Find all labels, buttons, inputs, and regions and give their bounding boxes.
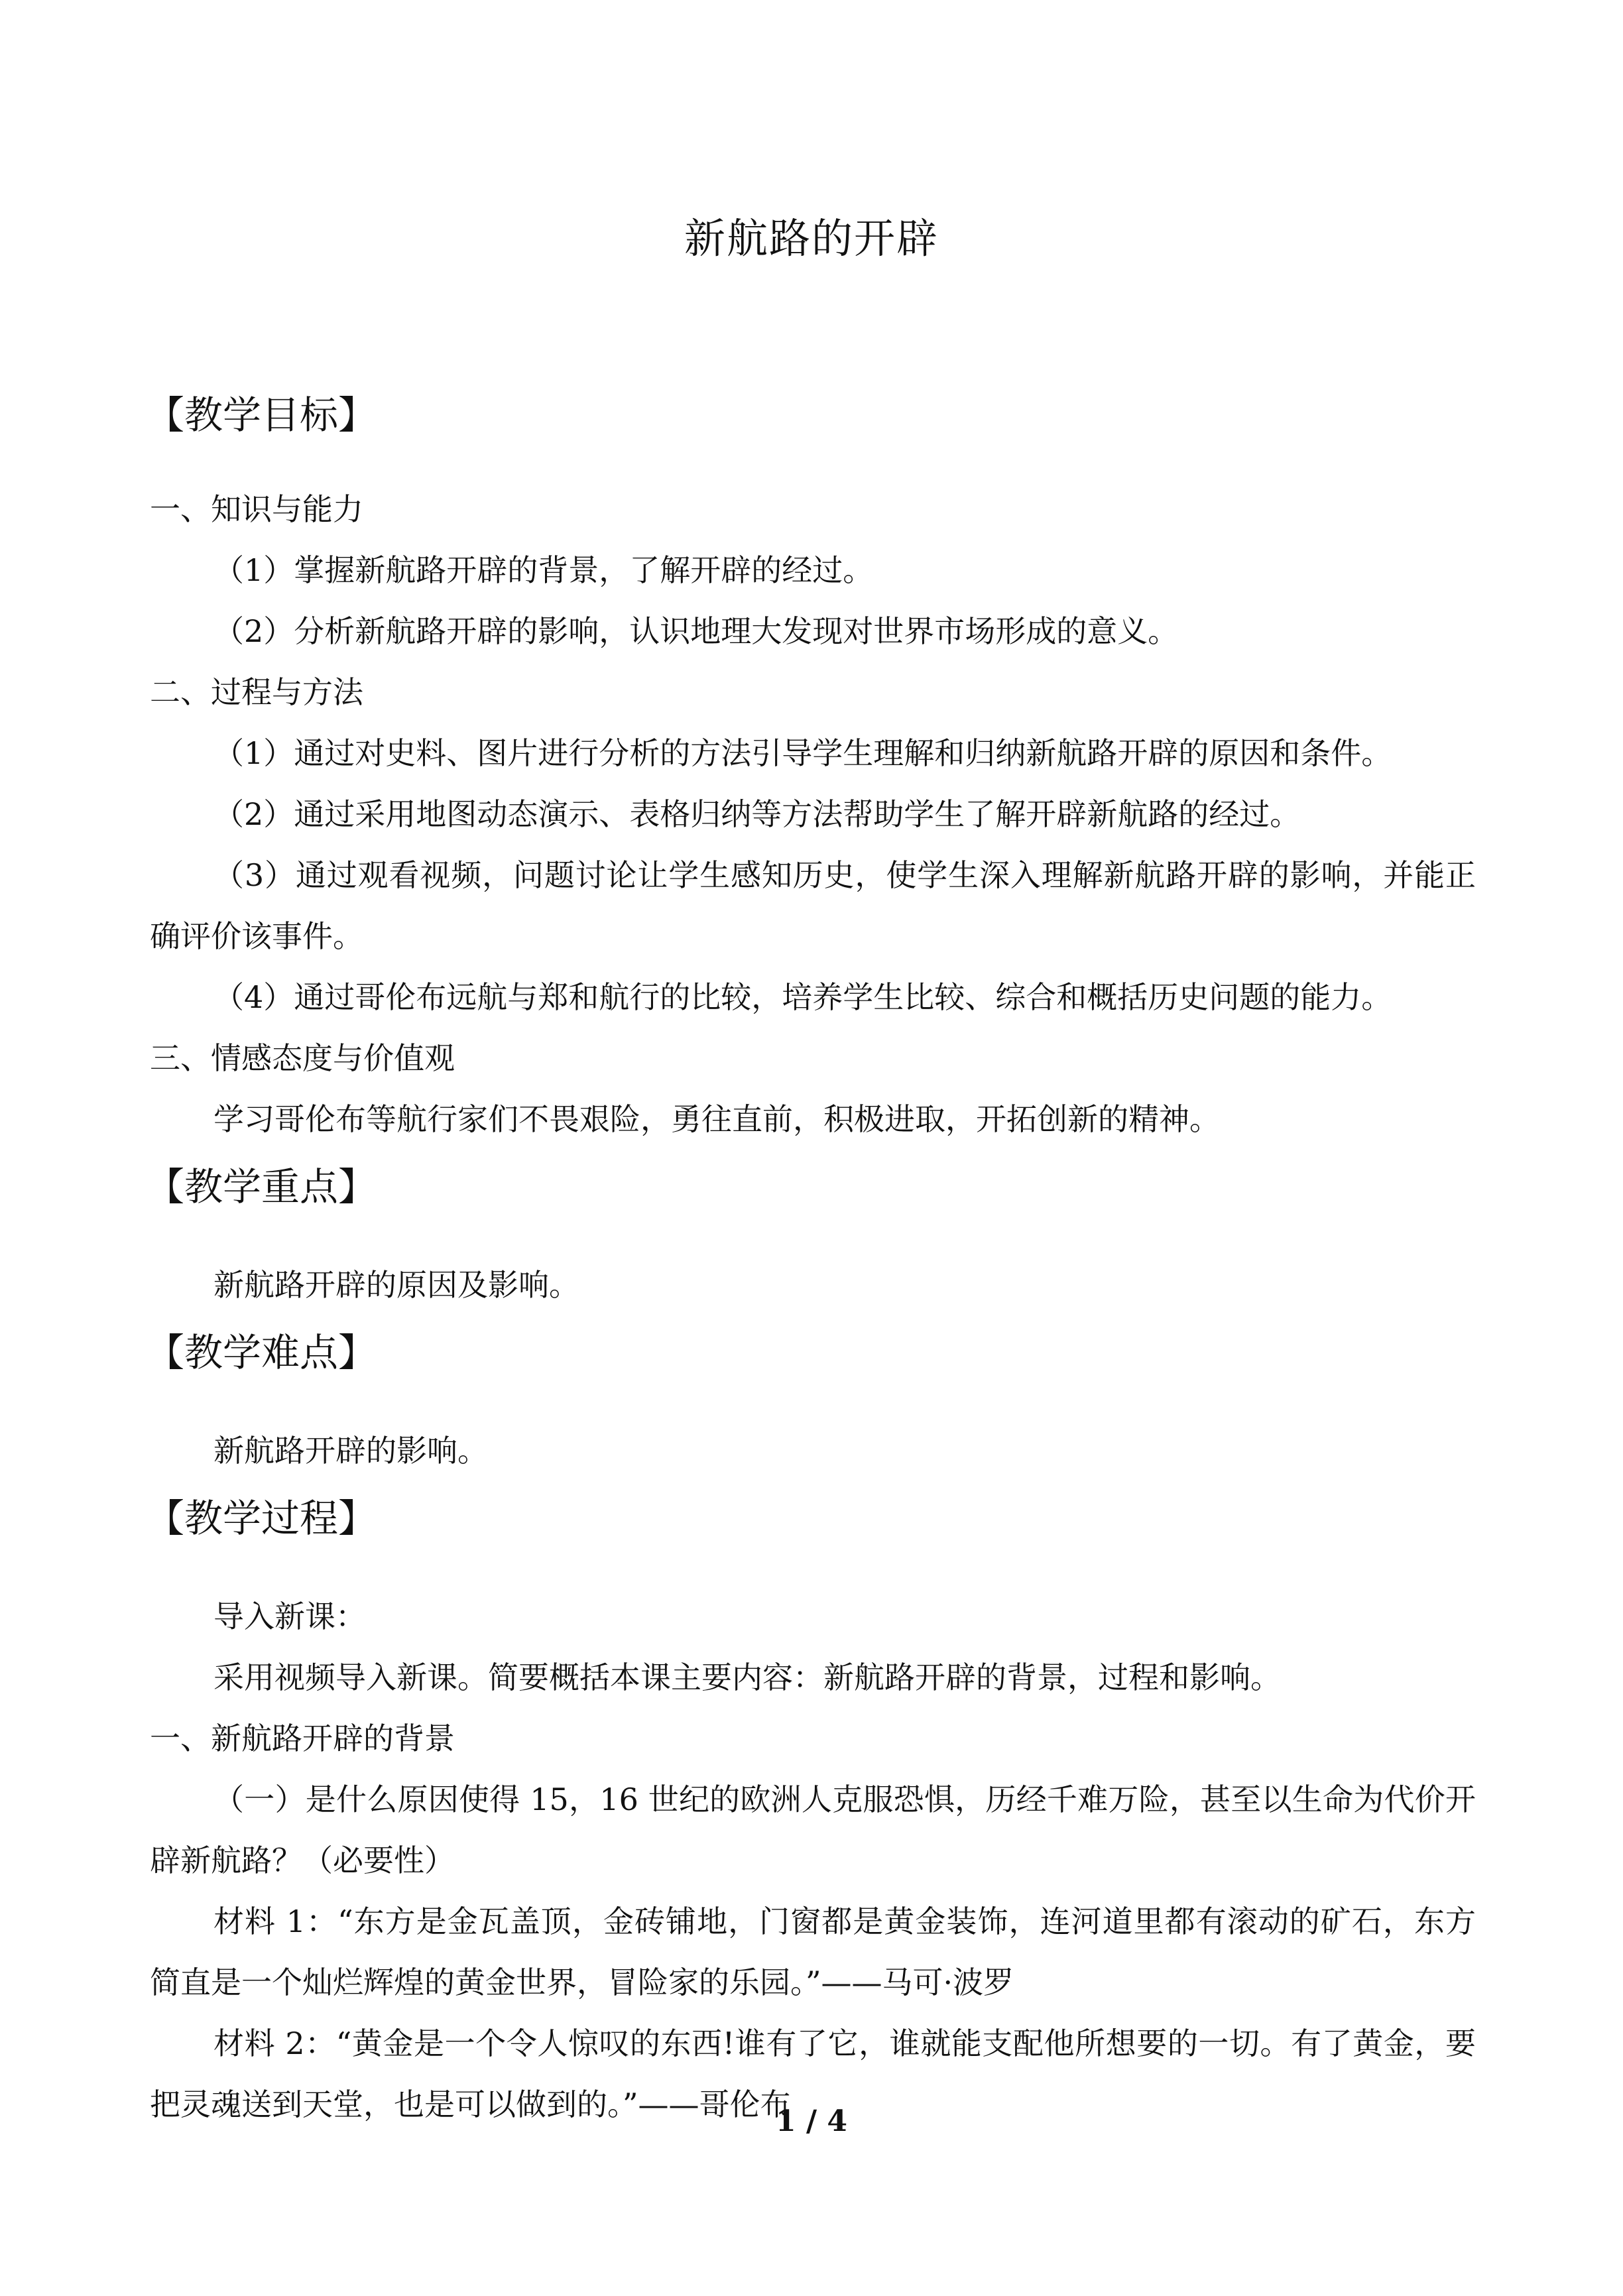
process-heading: 【教学过程】 bbox=[146, 1496, 377, 1541]
difficulty-text: 新航路开辟的影响。 bbox=[213, 1433, 488, 1469]
process-material-2: 材料 2：“黄金是一个令人惊叹的东西!谁有了它，谁就能支配他所想要的一切。有了黄金，要把灵魂送到天堂，也是可以做到的。”——哥伦布 bbox=[150, 2025, 1476, 2122]
process-intro-label: 导入新课： bbox=[213, 1599, 366, 1634]
objectives-sub2-item: （1）通过对史料、图片进行分析的方法引导学生理解和归纳新航路开辟的原因和条件。 bbox=[213, 735, 1392, 771]
document-title: 新航路的开辟 bbox=[684, 214, 939, 263]
process-material-1: 材料 1：“东方是金瓦盖顶，金砖铺地，门窗都是黄金装饰，连河道里都有滚动的矿石，东方简直是一个灿烂辉煌的黄金世界，冒险家的乐园。”——马可·波罗 bbox=[150, 1903, 1476, 2000]
objectives-sub3-text: 学习哥伦布等航行家们不畏艰险，勇往直前，积极进取，开拓创新的精神。 bbox=[213, 1101, 1220, 1137]
objectives-sub1-item: （1）掌握新航路开辟的背景，了解开辟的经过。 bbox=[213, 552, 874, 588]
objectives-sub2-label: 二、过程与方法 bbox=[150, 674, 363, 710]
objectives-sub2-item: （4）通过哥伦布远航与郑和航行的比较，培养学生比较、综合和概括历史问题的能力。 bbox=[213, 979, 1392, 1015]
objectives-sub2-item: （2）通过采用地图动态演示、表格归纳等方法帮助学生了解开辟新航路的经过。 bbox=[213, 796, 1301, 832]
objectives-sub1-label: 一、知识与能力 bbox=[150, 491, 363, 527]
objectives-sub2-item: （3）通过观看视频，问题讨论让学生感知历史，使学生深入理解新航路开辟的影响，并能正确评价该事件。 bbox=[150, 857, 1476, 954]
difficulty-heading: 【教学难点】 bbox=[146, 1330, 377, 1375]
objectives-heading: 【教学目标】 bbox=[146, 393, 377, 438]
key-point-text: 新航路开辟的原因及影响。 bbox=[213, 1267, 579, 1303]
document-body bbox=[146, 378, 1476, 2135]
page-number: 1 / 4 bbox=[776, 2104, 847, 2138]
key-point-heading: 【教学重点】 bbox=[146, 1164, 377, 1209]
objectives-sub1-item: （2）分析新航路开辟的影响，认识地理大发现对世界市场形成的意义。 bbox=[213, 613, 1179, 649]
objectives-sub3-label: 三、情感态度与价值观 bbox=[150, 1040, 455, 1076]
process-part1-label: 一、新航路开辟的背景 bbox=[150, 1721, 455, 1756]
process-intro-text: 采用视频导入新课。简要概括本课主要内容：新航路开辟的背景，过程和影响。 bbox=[213, 1660, 1281, 1695]
process-question: （一）是什么原因使得 15，16 世纪的欧洲人克服恐惧，历经千难万险，甚至以生命为代价开辟新航路？（必要性） bbox=[150, 1782, 1476, 1878]
